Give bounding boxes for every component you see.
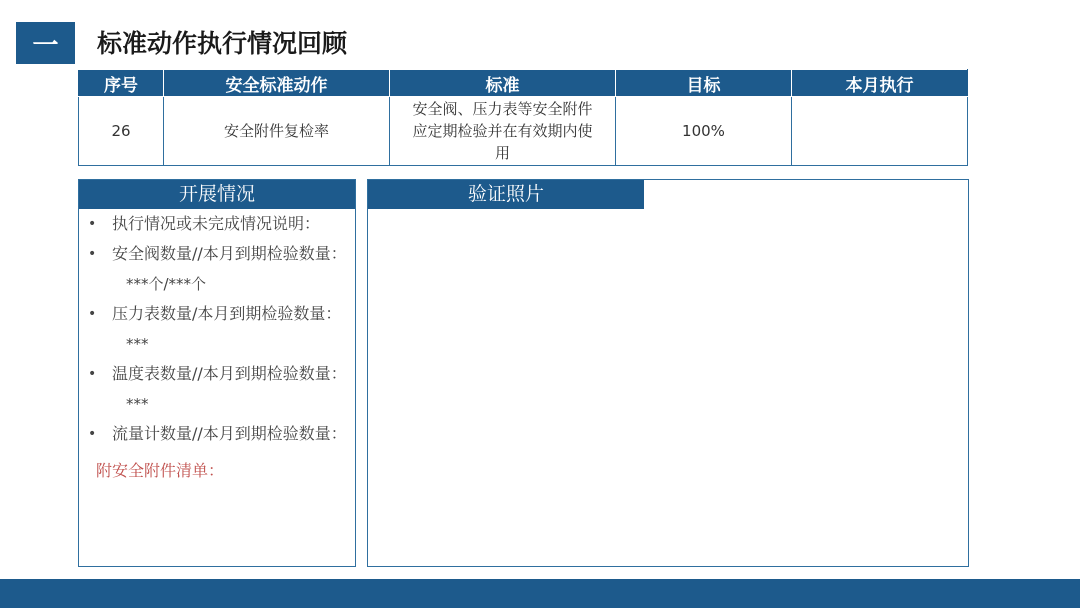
- footer-bar: [0, 579, 1080, 608]
- standard-line: 用: [494, 144, 510, 162]
- column-header-target: 目标: [616, 70, 792, 97]
- list-sub-value: ***个/***个: [126, 275, 207, 293]
- cell-index: 26: [79, 97, 164, 166]
- bullet-icon: •: [88, 366, 97, 382]
- list-item: • 温度表数量//本月到期检验数量：: [79, 362, 356, 392]
- bullet-icon: •: [88, 246, 97, 262]
- photo-panel: [367, 179, 969, 567]
- progress-list: [79, 212, 356, 452]
- cell-action: 安全附件复检率: [164, 97, 390, 166]
- cell-monthly: [792, 97, 968, 166]
- list-item: • 执行情况或未完成情况说明：: [79, 212, 356, 242]
- page-title: 标准动作执行情况回顾: [97, 29, 348, 58]
- column-header-index: 序号: [79, 70, 164, 97]
- photo-panel-title: 验证照片: [368, 180, 644, 209]
- progress-panel-title: 开展情况: [79, 180, 355, 209]
- list-sub-value: ***: [126, 395, 149, 413]
- bullet-icon: •: [88, 426, 97, 442]
- column-header-action: 安全标准动作: [164, 70, 390, 97]
- list-sub-value: ***: [126, 335, 149, 353]
- standard-line: 安全阀、压力表等安全附件: [412, 100, 593, 118]
- column-header-standard: 标准: [390, 70, 616, 97]
- cell-standard: [390, 97, 616, 166]
- list-item: • 安全阀数量//本月到期检验数量：: [79, 242, 356, 272]
- bullet-icon: •: [88, 306, 97, 322]
- table-row: [79, 97, 968, 166]
- column-header-monthly: 本月执行: [792, 70, 968, 97]
- standard-line: 应定期检验并在有效期内使: [412, 122, 593, 140]
- standard-action-table: [78, 69, 968, 166]
- attachment-note: 附安全附件清单：: [96, 461, 225, 480]
- list-item: • 压力表数量/本月到期检验数量：: [79, 302, 356, 332]
- bullet-icon: •: [88, 216, 97, 232]
- progress-panel: [78, 179, 356, 567]
- list-item: • 流量计数量//本月到期检验数量：: [79, 422, 356, 452]
- section-number-badge: 一: [16, 22, 75, 64]
- cell-target: 100%: [616, 97, 792, 166]
- table-header-row: [79, 70, 968, 97]
